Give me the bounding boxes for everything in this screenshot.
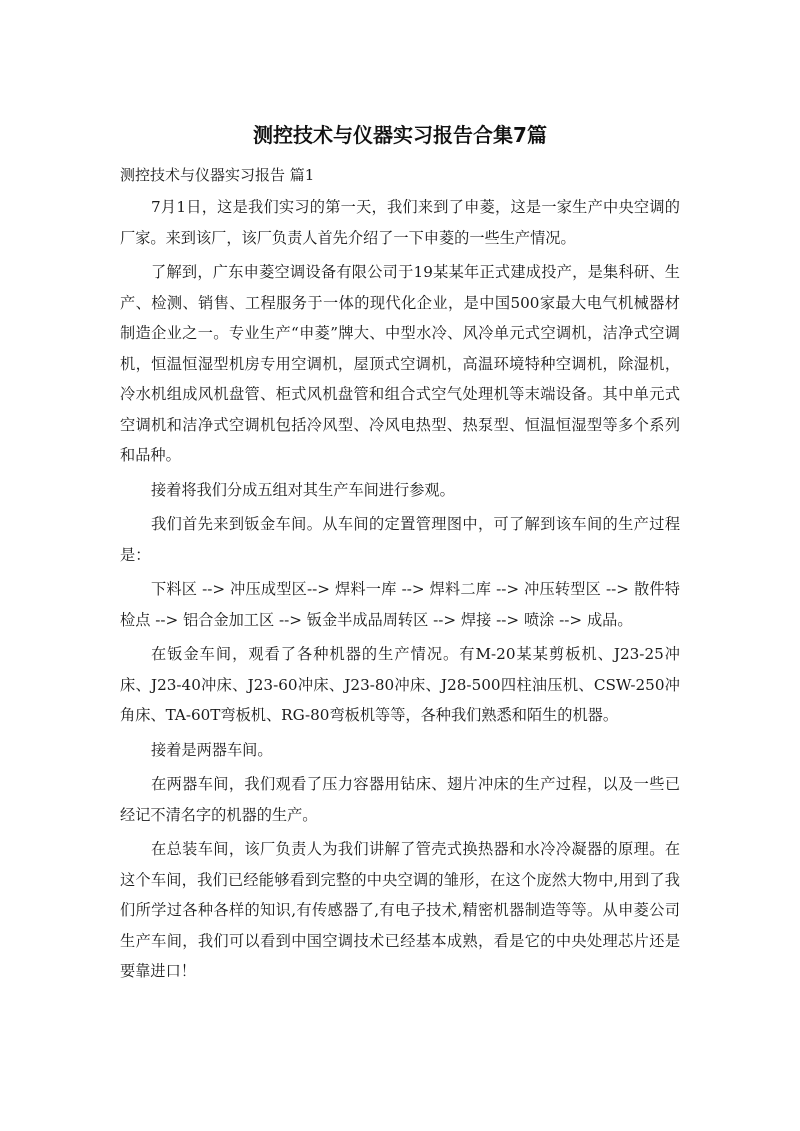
paragraph: 我们首先来到钣金车间。从车间的定置管理图中，可了解到该车间的生产过程是： xyxy=(120,515,680,564)
document-title: 测控技术与仪器实习报告合集7篇 xyxy=(253,123,547,147)
paragraph: 7月1日，这是我们实习的第一天，我们来到了申菱，这是一家生产中央空调的厂家。来到该厂，该厂负责人首先介绍了一下申菱的一些生产情况。 xyxy=(120,198,680,247)
process-flow-paragraph: 下料区 --> 冲压成型区--> 焊料一库 --> 焊料二库 --> 冲压转型区 --> 散件特检点 --> 铝合金加工区 --> 钣金半成品周转区 --> 焊接 --> 喷涂 --> 成品。 xyxy=(120,580,680,629)
paragraph: 了解到，广东申菱空调设备有限公司于19某某年正式建成投产，是集科研、生产、检测、销售、工程服务于一体的现代化企业，是中国500家最大电气机械器材制造企业之一。专业生产“申菱”牌大、中型水冷、风冷单元式空调机，洁净式空调机，恒温恒湿型机房专用空调机，屋顶式空调机，高温环境特种空调机，除湿机，冷水机组成风机盘管、柜式风机盘管和组合式空气处理机等末端设备。其中单元式空调机和洁净式空调机包括冷风型、冷风电热型、热泵型、恒温恒湿型等多个系列和品种。 xyxy=(120,263,680,464)
paragraph: 接着将我们分成五组对其生产车间进行参观。 xyxy=(151,480,455,499)
section-heading: 测控技术与仪器实习报告 篇1 xyxy=(120,166,315,184)
paragraph: 在总装车间，该厂负责人为我们讲解了管壳式换热器和水冷冷凝器的原理。在这个车间，我们已经能够看到完整的中央空调的雏形，在这个庞然大物中,用到了我们所学过各种各样的知识,有传感器了,有电子技术,精密机器制造等等。从申菱公司生产车间，我们可以看到中国空调技术已经基本成熟，看是它的中央处理芯片还是要靠进口！ xyxy=(120,840,680,980)
paragraph: 在两器车间，我们观看了压力容器用钻床、翅片冲床的生产过程，以及一些已经记不清名字的机器的生产。 xyxy=(120,775,680,824)
paragraph: 在钣金车间，观看了各种机器的生产情况。有M-20某某剪板机、J23-25冲床、J23-40冲床、J23-60冲床、J23-80冲床、J28-500四柱油压机、CSW-250冲角床、TA-60T弯板机、RG-80弯板机等等，各种我们熟悉和陌生的机器。 xyxy=(120,645,680,724)
paragraph: 接着是两器车间。 xyxy=(151,740,273,759)
document-body xyxy=(120,192,680,991)
